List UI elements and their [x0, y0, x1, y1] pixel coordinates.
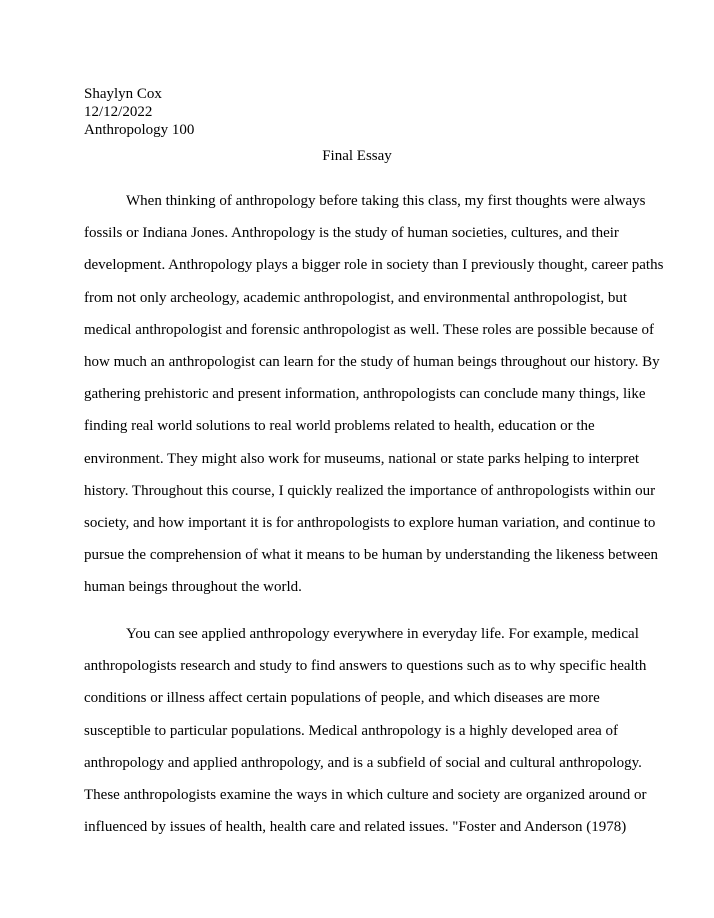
paragraph-line: society, and how important it is for anthropologists to explore human variation, and continue to: [84, 515, 656, 531]
paragraph-line: When thinking of anthropology before taking this class, my first thoughts were always: [126, 193, 646, 209]
paragraph-line: gathering prehistoric and present information, anthropologists can conclude many things, like: [84, 386, 646, 403]
paragraph-line: susceptible to particular populations. Medical anthropology is a highly developed area of: [84, 722, 619, 739]
paragraph-line: conditions or illness affect certain populations of people, and which diseases are more: [84, 690, 600, 707]
paragraph-line: influenced by issues of health, health care and related issues. "Foster and Anderson (1978): [84, 819, 627, 836]
course-name: Anthropology 100: [84, 122, 195, 138]
paragraph-line: You can see applied anthropology everywhere in everyday life. For example, medical: [126, 626, 639, 642]
paragraph-line: anthropologists research and study to find answers to questions such as to why specific health: [84, 658, 647, 675]
author-header: [84, 85, 194, 139]
paragraph-line: environment. They might also work for museums, national or state parks helping to interpret: [84, 450, 640, 467]
essay-date: 12/12/2022: [84, 104, 153, 120]
author-name: Shaylyn Cox: [84, 86, 162, 102]
paragraph-line: medical anthropologist and forensic anthropologist as well. These roles are possible because of: [84, 321, 654, 338]
paragraph-line: anthropology and applied anthropology, and is a subfield of social and cultural anthropology.: [84, 754, 642, 771]
paragraph-line: These anthropologists examine the ways in which culture and society are organized around or: [84, 787, 647, 803]
paragraph-line: fossils or Indiana Jones. Anthropology is the study of human societies, cultures, and their: [84, 225, 619, 242]
paragraph-line: history. Throughout this course, I quickly realized the importance of anthropologists within our: [84, 482, 656, 499]
paragraph-line: from not only archeology, academic anthropologist, and environmental anthropologist, but: [84, 289, 628, 306]
paragraph-line: finding real world solutions to real world problems related to health, education or the: [84, 418, 595, 435]
paragraph-line: development. Anthropology plays a bigger role in society than I previously thought, career paths: [84, 257, 664, 274]
paragraph-line: human beings throughout the world.: [84, 579, 302, 596]
paragraph-line: pursue the comprehension of what it means to be human by understanding the likeness between: [84, 547, 659, 564]
paragraph-line: how much an anthropologist can learn for the study of human beings throughout our history. By: [84, 354, 660, 370]
essay-title: Final Essay: [322, 148, 392, 164]
